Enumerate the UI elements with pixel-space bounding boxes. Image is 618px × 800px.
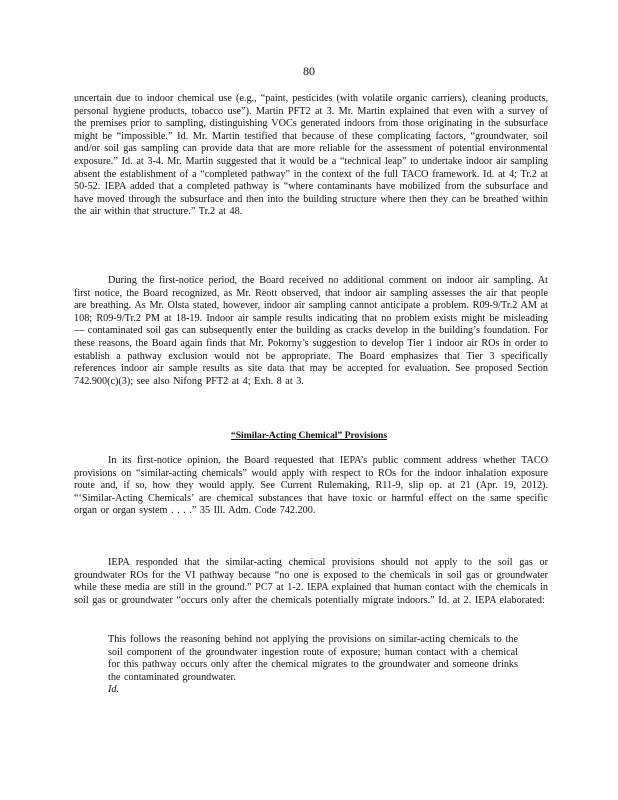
block-quote	[108, 634, 518, 697]
block-quote-citation: Id.	[108, 684, 120, 696]
section-heading-text: “Similar-Acting Chemical” Provisions	[230, 430, 388, 441]
paragraph-martin-testimony: uncertain due to indoor chemical use (e.g., “paint, pesticides (with volatile organic carriers), cleaning products, personal hygiene products, tobacco use”). Martin PFT2 at 3. Mr. Martin explained that even with a survey of the premises prior to sampling, distinguishing VOCs generated indoors from those originating in the subsurface might be “impossible.” Id. Mr. Martin testified that because of these complicating factors, “groundwater, soil and/or soil gas sampling can provide data that are more reliable for the assessment of potential environmental exposure.” Id. at 3-4. Mr. Martin suggested that it would be a “technical leap” to undertake indoor air sampling absent the establishment of a “completed pathway” in the context of the full TACO framework. Id. at 4; Tr.2 at 50-52. IEPA added that a completed pathway is “where contaminants have mobilized from the subsurface and have moved through the subsurface and then into the building structure where then they can be breathed within the air within that structure.” Tr.2 at 48.	[74, 93, 548, 218]
section-heading	[0, 430, 618, 441]
paragraph-iepa-response: IEPA responded that the similar-acting chemical provisions should not apply to the soil gas or groundwater ROs for the VI pathway because “no one is exposed to the chemicals in soil gas or groundwater while these media are still in the ground.” PC7 at 1-2. IEPA explained that human contact with the chemicals in soil gas or groundwater “occurs only after the chemicals potentially migrate indoors.” Id. at 2. IEPA elaborated:	[74, 557, 548, 606]
paragraph-first-notice-opinion: In its first-notice opinion, the Board requested that IEPA’s public comment address whether TACO provisions on “similar-acting chemicals” would apply with respect to ROs for the indoor inhalation exposure route and, if so, how they would apply. See Current Rulemaking, R11-9, slip op. at 21 (Apr. 19, 2012). “‘Similar-Acting Chemicals’ are chemical substances that have toxic or harmful effect on the same specific organ or organ system . . . .” 35 Ill. Adm. Code 742.200.	[74, 455, 548, 517]
paragraph-first-notice-period: During the first-notice period, the Board received no additional comment on indoor air sampling. At first notice, the Board recognized, as Mr. Reott observed, that indoor air sampling assesses the air that people are breathing. As Mr. Olsta stated, however, indoor air sampling cannot anticipate a problem. R09-9/Tr.2 AM at 108; R09-9/Tr.2 PM at 18-19. Indoor air sample results indicating that no problem exists might be misleading — contaminated soil gas can subsequently enter the building as cracks develop in the building’s foundation. For these reasons, the Board again finds that Mr. Pokorny’s suggestion to develop Tier 1 indoor air ROs in order to establish a pathway exclusion would not be appropriate. The Board emphasizes that Tier 3 specifically references indoor air sample results as site data that may be accepted for evaluation. See proposed Section 742.900(c)(3); see also Nifong PFT2 at 4; Exh. 8 at 3.	[74, 275, 548, 387]
block-quote-text: This follows the reasoning behind not applying the provisions on similar-acting chemicals to the soil component of the groundwater ingestion route of exposure; human contact with a chemical for this pathway occurs only after the chemical migrates to the groundwater and someone drinks the contaminated groundwater.	[108, 634, 518, 683]
page-number: 80	[303, 64, 315, 78]
